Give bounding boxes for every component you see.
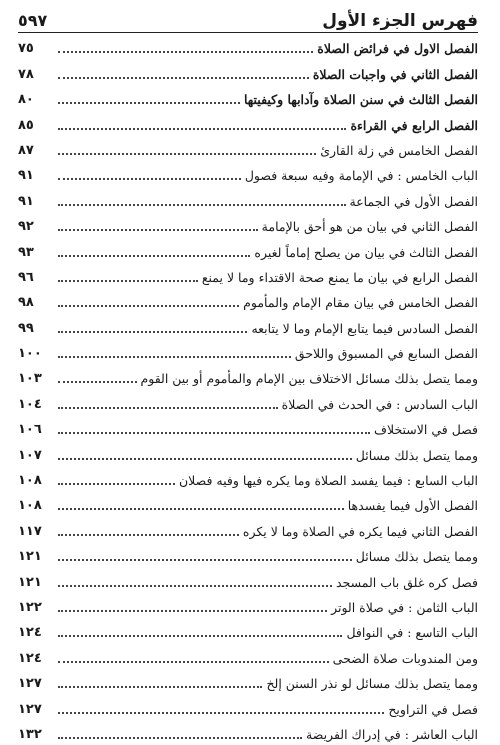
page-title: فهرس الجزء الأول <box>322 11 478 31</box>
dot-leader <box>58 305 239 307</box>
toc-entry <box>18 516 478 541</box>
entry-title: الفصل الرابع في بيان ما يمنع صحة الاقتداء وما لا يمنع <box>201 269 478 285</box>
entry-title: الفصل الأول في الجماعة <box>349 193 478 209</box>
dot-leader <box>58 610 327 612</box>
entry-title: الفصل السابع في المسبوق واللاحق <box>294 346 478 362</box>
dot-leader <box>58 686 262 688</box>
dot-leader <box>58 153 316 155</box>
entry-page-number: ٩١ <box>18 193 34 209</box>
entry-page-number: ١٢٤ <box>18 650 42 666</box>
entry-page-number: ١٢٢ <box>18 599 42 615</box>
entry-page-number: ٩٨ <box>18 295 34 311</box>
dot-leader <box>58 178 241 180</box>
entry-title: ومما يتصل بذلك مسائل <box>355 549 478 565</box>
entry-page-number: ٩٦ <box>18 269 34 285</box>
entry-page-number: ١٠٠ <box>18 346 42 362</box>
entry-page-number: ٨٥ <box>18 117 34 133</box>
toc-entry <box>18 567 478 592</box>
dot-leader <box>58 51 313 53</box>
entry-page-number: ١٠٣ <box>18 371 42 387</box>
entry-page-number: ٧٨ <box>18 66 34 82</box>
entry-title: الباب السادس : في الحدث في الصلاة <box>281 396 478 412</box>
dot-leader <box>58 534 239 536</box>
toc-entry <box>18 593 478 618</box>
dot-leader <box>58 483 175 485</box>
header-divider <box>18 32 478 33</box>
dot-leader <box>58 458 352 460</box>
entry-page-number: ١٣٢ <box>18 726 42 742</box>
dot-leader <box>58 128 346 130</box>
toc-entry <box>18 643 478 668</box>
entry-title: الفصل الثاني في بيان من هو أحق بالإمامة <box>261 219 478 235</box>
entry-title: الفصل الثاني في واجبات الصلاة <box>312 66 478 82</box>
dot-leader <box>58 255 250 257</box>
dot-leader <box>58 635 342 637</box>
dot-leader <box>58 737 302 739</box>
toc-entry <box>18 364 478 389</box>
entry-title: الفصل الاول في فرائض الصلاة <box>317 41 478 57</box>
entry-page-number: ١٠٤ <box>18 396 42 412</box>
dot-leader <box>58 712 384 714</box>
toc-entry <box>18 237 478 262</box>
dot-leader <box>58 229 258 231</box>
entry-title: فصل في التراويح <box>388 701 478 717</box>
toc-entry <box>18 720 478 745</box>
entry-title: فصل كره غلق باب المسجد <box>335 574 478 590</box>
toc-entry <box>18 186 478 211</box>
dot-leader <box>58 381 137 383</box>
entry-title: الباب الخامس : في الإمامة وفيه سبعة فصول <box>244 168 478 184</box>
entry-page-number: ٩١ <box>18 168 34 184</box>
entry-title: الفصل الخامس في زلة القارئ <box>320 142 478 158</box>
toc-entry <box>18 491 478 516</box>
entry-page-number: ١٢٧ <box>18 676 42 692</box>
toc-entry <box>18 339 478 364</box>
entry-title: الباب الثامن : في صلاة الوتر <box>331 599 478 615</box>
entry-page-number: ١٢٤ <box>18 625 42 641</box>
toc-entry <box>18 466 478 491</box>
entry-page-number: ١١٧ <box>18 523 42 539</box>
toc-entry <box>18 212 478 237</box>
toc-entry <box>18 263 478 288</box>
entry-page-number: ١٢١ <box>18 574 42 590</box>
dot-leader <box>58 77 309 79</box>
page-header <box>18 6 478 32</box>
toc-entry <box>18 669 478 694</box>
toc-entry <box>18 288 478 313</box>
toc-entry <box>18 34 478 59</box>
toc-entry <box>18 136 478 161</box>
entry-page-number: ٧٥ <box>18 41 34 57</box>
dot-leader <box>58 559 352 561</box>
toc-entry <box>18 161 478 186</box>
entry-page-number: ٨٠ <box>18 92 34 108</box>
page-number: ٥٩٧ <box>18 11 48 30</box>
entry-title: الباب العاشر : في إدراك الفريضة <box>306 726 478 742</box>
toc-entry <box>18 110 478 135</box>
entry-title: الفصل الثالث في سنن الصلاة وآدابها وكيفيتها <box>243 92 478 108</box>
entry-title: ومما يتصل بذلك مسائل الاختلاف بين الإمام والمأموم أو بين القوم <box>140 371 478 387</box>
dot-leader <box>58 280 198 282</box>
entry-title: الفصل الأول فيما يفسدها <box>347 498 478 514</box>
entry-page-number: ٩٣ <box>18 244 34 260</box>
entry-page-number: ٩٩ <box>18 320 34 336</box>
entry-page-number: ٨٧ <box>18 142 34 158</box>
entry-title: الباب السابع : فيما يفسد الصلاة وما يكره فيها وفيه فصلان <box>179 473 478 489</box>
entry-page-number: ٩٢ <box>18 219 34 235</box>
entry-page-number: ١٢٧ <box>18 701 42 717</box>
toc-entry <box>18 440 478 465</box>
dot-leader <box>58 356 291 358</box>
dot-leader <box>58 331 247 333</box>
entry-title: الفصل الثالث في بيان من يصلح إماماً لغيره <box>254 244 478 260</box>
dot-leader <box>58 407 278 409</box>
dot-leader <box>58 661 329 663</box>
dot-leader <box>58 102 240 104</box>
entry-page-number: ١٠٨ <box>18 498 42 514</box>
entry-page-number: ١٠٧ <box>18 447 42 463</box>
entry-page-number: ١٠٦ <box>18 422 42 438</box>
entry-title: الباب التاسع : في النوافل <box>346 625 478 641</box>
toc-entry <box>18 59 478 84</box>
entry-title: الفصل الرابع في القراءة <box>350 117 478 133</box>
toc-entry <box>18 415 478 440</box>
toc-entry <box>18 389 478 414</box>
entry-page-number: ١٢١ <box>18 549 42 565</box>
toc-entry <box>18 542 478 567</box>
entry-title: الفصل الخامس في بيان مقام الإمام والمأموم <box>243 295 478 311</box>
entry-title: ومن المندوبات صلاة الضحى <box>332 650 478 666</box>
toc-entry <box>18 618 478 643</box>
dot-leader <box>58 508 344 510</box>
table-of-contents <box>18 34 478 745</box>
entry-title: ومما يتصل بذلك مسائل <box>355 447 478 463</box>
entry-title: فصل في الاستخلاف <box>374 422 478 438</box>
entry-title: ومما يتصل بذلك مسائل لو نذر السنن إلخ <box>266 676 478 692</box>
dot-leader <box>58 204 346 206</box>
dot-leader <box>58 585 332 587</box>
entry-title: الفصل الثاني فيما يكره في الصلاة وما لا يكره <box>242 523 478 539</box>
entry-title: الفصل السادس فيما يتابع الإمام وما لا يتابعه <box>251 320 478 336</box>
toc-entry <box>18 313 478 338</box>
toc-entry <box>18 85 478 110</box>
dot-leader <box>58 432 370 434</box>
entry-page-number: ١٠٨ <box>18 473 42 489</box>
toc-entry <box>18 694 478 719</box>
